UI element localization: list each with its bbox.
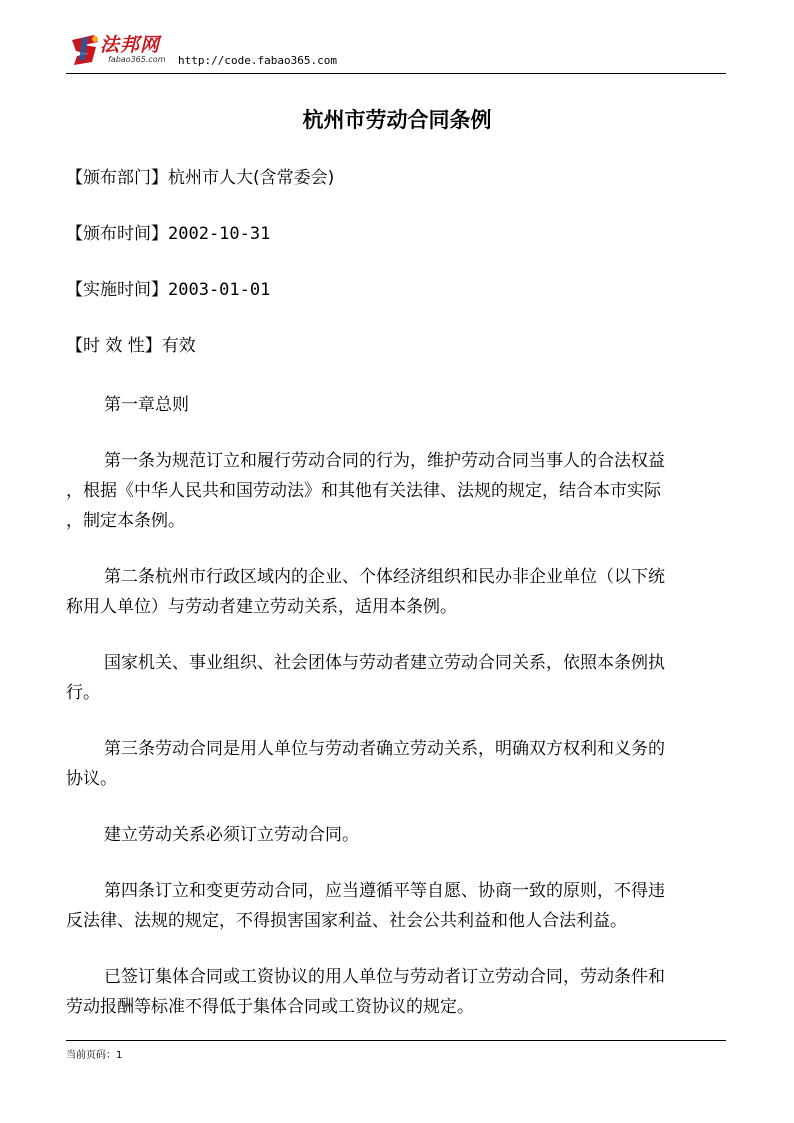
paragraph-line: 国家机关、事业组织、社会团体与劳动者建立劳动合同关系，依照本条例执	[104, 653, 665, 673]
paragraph-line: 已签订集体合同或工资协议的用人单位与劳动者订立劳动合同，劳动条件和	[104, 967, 665, 987]
paragraph-line: 第一条为规范订立和履行劳动合同的行为，维护劳动合同当事人的合法权益	[104, 451, 665, 471]
paragraph-line: 第二条杭州市行政区域内的企业、个体经济组织和民办非企业单位（以下统	[104, 567, 665, 587]
article-1	[66, 446, 726, 536]
paragraph-line: 第四条订立和变更劳动合同，应当遵循平等自愿、协商一致的原则，不得违	[104, 881, 665, 901]
paragraph-line: 第一章总则	[104, 395, 189, 415]
paragraph-line: 劳动报酬等标准不得低于集体合同或工资协议的规定。	[66, 997, 474, 1017]
logo-subtext: fabao365.com	[108, 55, 166, 64]
header-url[interactable]: http://code.fabao365.com	[178, 54, 337, 67]
meta-effective-date	[66, 278, 726, 302]
paragraph-line: 反法律、法规的规定，不得损害国家利益、社会公共利益和他人合法利益。	[66, 911, 627, 931]
meta-department	[66, 166, 726, 190]
header-divider	[66, 73, 726, 74]
paragraph-line: ，制定本条例。	[66, 511, 185, 531]
page-header	[66, 26, 726, 76]
document-title: 杭州市劳动合同条例	[302, 108, 492, 132]
meta-effective-value: 2003-01-01	[168, 280, 271, 300]
article-2-paragraph-2	[66, 648, 726, 708]
site-logo[interactable]	[66, 28, 176, 70]
paragraph-line: 建立劳动关系必须订立劳动合同。	[104, 825, 359, 845]
meta-issued-value: 2002-10-31	[168, 224, 271, 244]
article-3	[66, 734, 726, 794]
paragraph-line: 行。	[66, 683, 100, 703]
paragraph-line: ，根据《中华人民共和国劳动法》和其他有关法律、法规的规定，结合本市实际	[66, 481, 661, 501]
meta-validity	[66, 334, 726, 358]
page-number: 当前页码：1	[66, 1050, 123, 1061]
chapter-heading	[66, 390, 726, 420]
meta-effective-label: 【实施时间】	[66, 280, 168, 300]
paragraph-line: 协议。	[66, 769, 117, 789]
footer-divider	[66, 1040, 726, 1041]
paragraph-line: 第三条劳动合同是用人单位与劳动者确立劳动关系，明确双方权利和义务的	[104, 739, 665, 759]
meta-department-value: 杭州市人大(含常委会)	[168, 168, 335, 188]
meta-issued-date	[66, 222, 726, 246]
meta-department-label: 【颁布部门】	[66, 168, 168, 188]
article-4-paragraph-2	[66, 962, 726, 1022]
meta-issued-label: 【颁布时间】	[66, 224, 168, 244]
meta-validity-label: 【时 效 性】	[66, 336, 162, 356]
article-2	[66, 562, 726, 622]
document-body	[66, 166, 726, 1048]
logo-mark-icon	[68, 32, 102, 66]
logo-text: 法邦网	[100, 34, 161, 56]
meta-validity-value: 有效	[161, 336, 196, 356]
article-3-paragraph-2	[66, 820, 726, 850]
paragraph-line: 称用人单位）与劳动者建立劳动关系，适用本条例。	[66, 597, 457, 617]
article-4	[66, 876, 726, 936]
